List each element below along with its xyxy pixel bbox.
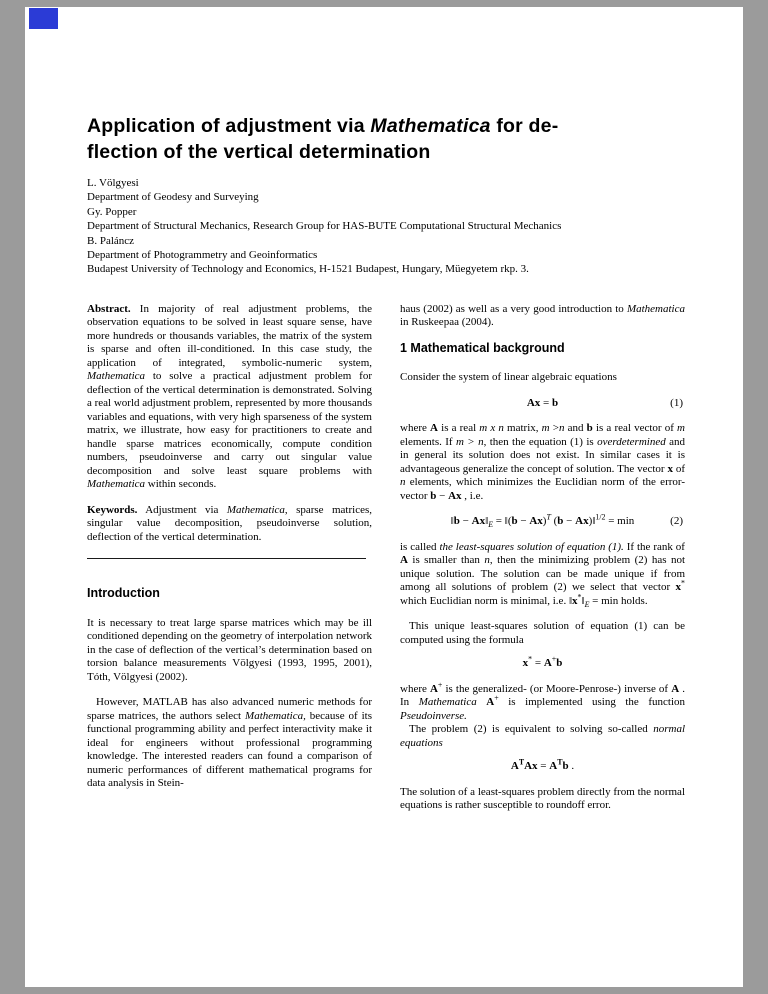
consider-paragraph: Consider the system of linear algebraic equations: [400, 371, 617, 384]
equation-1: [400, 397, 685, 411]
equation-2-number: (2): [670, 515, 683, 528]
affiliation-line: Budapest University of Technology and Economics, H-1521 Budapest, Hungary, Müegyetem rkp. 3.: [87, 263, 529, 276]
roundoff-paragraph: The solution of a least-squares problem directly from the normal equations is rather susceptible to roundoff error.: [400, 785, 685, 812]
unique-solution-paragraph: This unique least-squares solution of equation (1) can be computed using the formula: [400, 620, 685, 646]
equation-2: [400, 512, 685, 530]
affiliation-line: Department of Photogrammetry and Geoinformatics: [87, 249, 318, 262]
equation-1-number: (1): [670, 396, 683, 409]
footnote-divider: [87, 558, 366, 559]
keywords-paragraph: Keywords. Adjustment via Mathematica, sparse matrices, singular value decomposition, pseudoinverse solution, deflection of the vertical determination.: [87, 503, 372, 543]
affiliation-line: Department of Geodesy and Surveying: [87, 191, 259, 204]
moore-penrose-paragraph: where A+ is the generalized- (or Moore-Penrose-) inverse of A . In Mathematica A+ is implemented using the function Pseudoinverse.: [400, 680, 685, 722]
introduction-heading: Introduction: [87, 586, 160, 601]
author-line: B. Paláncz: [87, 234, 135, 247]
intro-paragraph-2: However, MATLAB has also advanced numeric methods for sparse matrices, the authors select Mathematica, because of its functional programming ability and perfect interactivity make it ideal for engineers without professional programming knowledge. The interested readers can found a comparison of numeric performances of different mathematical programs for data analysis in Stein-: [87, 696, 372, 790]
blue-corner-marker: [29, 8, 58, 29]
where-paragraph: where A is a real m x n matrix, m >n and b is a real vector of m elements. If m > n, then the equation (1) is overdetermined and in general its solution does not exist. In similar cases it is advantageous generalize the concept of solution. The vector x of n elements, which minimizes the Euclidian norm of the error-vector b − Ax , i.e.: [400, 422, 685, 502]
right-column: [400, 303, 685, 825]
continuation-paragraph: haus (2002) as well as a very good introduction to Mathematica in Ruskeepaa (2004).: [400, 302, 685, 329]
paper-page: [25, 7, 743, 987]
paper-title: [87, 113, 685, 165]
equation-2-body: ‖b − $Ax‖_E$ = ‖(b − Ax)$^T$ (b − Ax)‖$^{1/2}$ = min: [450, 512, 635, 530]
authors-block: [87, 176, 685, 277]
two-column-body: [87, 303, 685, 825]
normal-equations-paragraph: The problem (2) is equivalent to solving so-called normal equations: [400, 723, 685, 749]
affiliation-line: Department of Structural Mechanics, Research Group for HAS-BUTE Computational Structural Mechanics: [87, 220, 562, 233]
equation-pseudoinverse-body: x* = A+b: [522, 654, 563, 670]
paper-title-line2: flection of the vertical determination: [87, 141, 431, 163]
equation-1-body: Ax = b: [526, 396, 559, 409]
abstract-paragraph: Abstract. In majority of real adjustment problems, the observation equations to be solved in least square sense, have more hundreds or thousands variables, the matrix of the system is sparse and often ill-conditioned. In this case study, the application of integrated, symbolic-numeric system, Mathematica to solve a practical adjustment problem for deflection of the vertical determination is demonstrated. Solving a real world adjustment problem, represented by more thousands variables and equations, with very high sparseness of the system matrix, we illustrate, how easy for practitioners to create and handle sparse matrices economically, compute condition numbers, pseudoinverse and carry out singular value decomposition and solve least square problems with Mathematica within seconds.: [87, 302, 373, 491]
intro-paragraph-1: It is necessary to treat large sparse matrices which may be ill conditioned depending on the geometry of interpolation network in the case of deflection of the vertical’s determination based on torsion balance measurements Völgyesi (1993, 1995, 2001), Tóth, Völgyesi (2002).: [87, 616, 372, 683]
section-1-heading: 1 Mathematical background: [400, 340, 565, 355]
equation-normal-body: $A^TAx = A^Tb$ .: [510, 757, 575, 773]
paper-title-line1: Application of adjustment via Mathematica for de-: [87, 115, 559, 137]
left-column: [87, 303, 372, 825]
least-squares-paragraph: is called the least-squares solution of equation (1). If the rank of A is smaller than n, then the minimizing problem (2) has not unique solution. The solution can be made unique if from among all solutions of problem (2) we select that vector x* which Euclidian norm is minimal, i.e. $‖x^*‖_E = \min$ holds.: [400, 540, 685, 610]
equation-pseudoinverse: [400, 654, 685, 671]
equation-normal: [400, 757, 685, 774]
author-line: L. Völgyesi: [87, 177, 139, 189]
author-line: Gy. Popper: [87, 205, 137, 218]
